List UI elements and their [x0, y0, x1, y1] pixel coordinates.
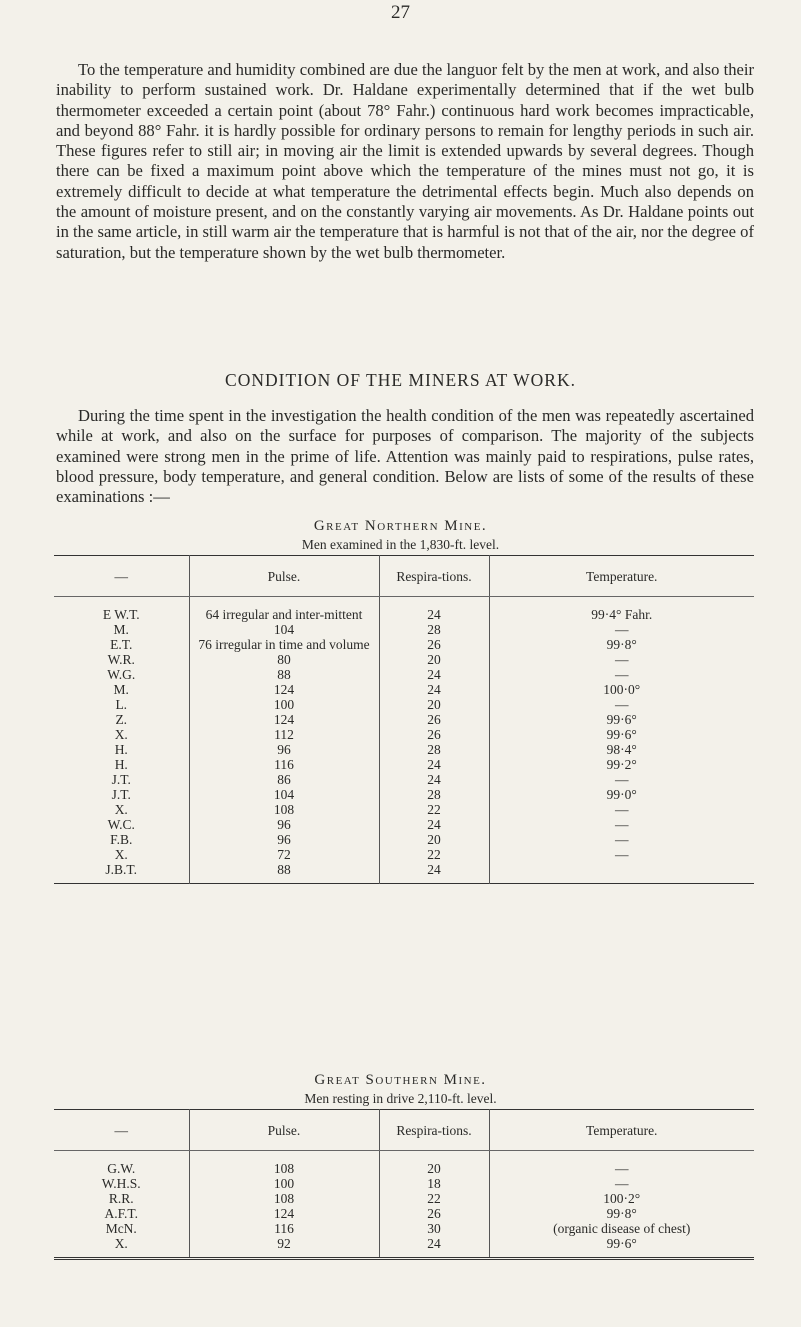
- table-cell: R.R.: [108, 1191, 134, 1206]
- table-cell: 20: [379, 1151, 489, 1177]
- table-cell: —: [489, 1176, 754, 1191]
- table-cell: W.H.S.: [101, 1176, 141, 1191]
- table-cell: 28: [379, 742, 489, 757]
- header-cell: Temperature.: [489, 556, 754, 597]
- table-cell: 92: [189, 1236, 379, 1259]
- table-cell: [489, 862, 754, 884]
- table2-body: [54, 1151, 754, 1259]
- table-cell: 20: [379, 697, 489, 712]
- table-row: [54, 1206, 754, 1221]
- table-cell: 26: [379, 1206, 489, 1221]
- table-cell: —: [489, 652, 754, 667]
- table-cell: 116: [189, 1221, 379, 1236]
- table-cell: 22: [379, 847, 489, 862]
- table-cell: 28: [379, 787, 489, 802]
- table1-subtitle: Men examined in the 1,830-ft. level.: [301, 537, 500, 552]
- header-cell: —: [54, 1110, 189, 1151]
- table-cell: 99·6°: [489, 712, 754, 727]
- table-cell: Z.: [115, 712, 128, 727]
- table-cell: 108: [189, 1151, 379, 1177]
- table-cell: 64 irregular and inter-mittent: [189, 597, 379, 623]
- table-cell: J.B.T.: [105, 862, 138, 877]
- table-cell: M.: [113, 622, 129, 637]
- table-row: [54, 1236, 754, 1259]
- table-cell: 30: [379, 1221, 489, 1236]
- table-cell: 26: [379, 637, 489, 652]
- table-cell: 72: [189, 847, 379, 862]
- table-header-row: [54, 556, 754, 597]
- table-cell: 112: [189, 727, 379, 742]
- table-cell: 96: [189, 817, 379, 832]
- table-cell: 96: [189, 832, 379, 847]
- table1-body: [54, 597, 754, 884]
- table-cell: 104: [189, 622, 379, 637]
- table-cell: McN.: [105, 1221, 137, 1236]
- table-cell: 26: [379, 712, 489, 727]
- table-row: [54, 652, 754, 667]
- table-cell: 116: [189, 757, 379, 772]
- table-row: [54, 757, 754, 772]
- table-cell: 80: [189, 652, 379, 667]
- table-great-northern: [54, 555, 754, 884]
- table-cell: —: [489, 772, 754, 787]
- table-cell: 96: [189, 742, 379, 757]
- table-row: [54, 637, 754, 652]
- table-cell: 24: [379, 597, 489, 623]
- table-cell: 24: [379, 862, 489, 884]
- table-cell: 99·0°: [489, 787, 754, 802]
- table-cell: W.R.: [107, 652, 135, 667]
- table-cell: (organic disease of chest): [489, 1221, 754, 1236]
- page-number: 27: [391, 2, 410, 23]
- table-cell: 99·6°: [489, 727, 754, 742]
- table-cell: 20: [379, 652, 489, 667]
- table-cell: 99·8°: [489, 1206, 754, 1221]
- table-cell: 99·6°: [489, 1236, 754, 1259]
- table-cell: 76 irregular in time and volume: [189, 637, 379, 652]
- table-row: [54, 597, 754, 623]
- table-row: [54, 682, 754, 697]
- table2-title: Great Southern Mine.: [314, 1072, 487, 1088]
- header-cell: Temperature.: [489, 1110, 754, 1151]
- table-cell: 99·2°: [489, 757, 754, 772]
- header-cell: Pulse.: [189, 1110, 379, 1151]
- table-cell: M.: [113, 682, 129, 697]
- table-row: [54, 772, 754, 787]
- table-cell: 24: [379, 772, 489, 787]
- table-row: [54, 1221, 754, 1236]
- header-cell: —: [54, 556, 189, 597]
- table-cell: 18: [379, 1176, 489, 1191]
- table-cell: —: [489, 1151, 754, 1177]
- table-cell: 104: [189, 787, 379, 802]
- table-great-southern: [54, 1109, 754, 1260]
- table-row: [54, 832, 754, 847]
- table-cell: J.T.: [111, 772, 131, 787]
- table-cell: X.: [114, 727, 128, 742]
- section-heading: CONDITION OF THE MINERS AT WORK.: [225, 370, 576, 390]
- table1-title: Great Northern Mine.: [313, 518, 488, 534]
- table-cell: 100: [189, 1176, 379, 1191]
- table-cell: —: [489, 832, 754, 847]
- table-row: [54, 862, 754, 884]
- table-row: [54, 622, 754, 637]
- table-cell: —: [489, 667, 754, 682]
- table-cell: 124: [189, 682, 379, 697]
- table-row: [54, 1151, 754, 1177]
- table-row: [54, 742, 754, 757]
- table-cell: —: [489, 817, 754, 832]
- table-header-row: [54, 1110, 754, 1151]
- table-cell: 99·8°: [489, 637, 754, 652]
- table-cell: 98·4°: [489, 742, 754, 757]
- table-cell: 26: [379, 727, 489, 742]
- table-cell: X.: [114, 1236, 128, 1251]
- table-cell: 24: [379, 667, 489, 682]
- table-cell: E W.T.: [102, 607, 140, 622]
- table-cell: G.W.: [107, 1161, 136, 1176]
- table-row: [54, 712, 754, 727]
- table-cell: 99·4° Fahr.: [489, 597, 754, 623]
- header-cell: Respira-tions.: [379, 556, 489, 597]
- table-cell: —: [489, 847, 754, 862]
- table-cell: H.: [114, 757, 128, 772]
- table-row: [54, 817, 754, 832]
- table-cell: 24: [379, 757, 489, 772]
- paragraph-temperature-humidity: To the temperature and humidity combined are due the languor felt by the men at work, and also their inability to perform sustained work. Dr. Haldane experimentally determined that if the wet bulb thermometer exceeded a certain point (about 78° Fahr.) continuous hard work becomes impracticable, and beyond 88° Fahr. it is hardly possible for ordinary persons to remain for lengthy periods in such air. These figures refer to still air; in moving air the limit is extended upwards by several degrees. Though there can be fixed a maximum point above which the temperature of the mines must not go, it is extremely difficult to decide at what temperature the detrimental effects begin. Much also depends on the amount of moisture present, and on the constantly varying air movements. As Dr. Haldane points out in the same article, in still warm air the temperature that is harmful is not that of the air, nor the degree of saturation, but the temperature shown by the wet bulb thermometer.: [56, 60, 754, 262]
- table-cell: 100·2°: [489, 1191, 754, 1206]
- table-cell: J.T.: [111, 787, 131, 802]
- table-row: [54, 1176, 754, 1191]
- table-cell: 28: [379, 622, 489, 637]
- table-cell: 124: [189, 712, 379, 727]
- table-row: [54, 847, 754, 862]
- table-cell: A.F.T.: [104, 1206, 139, 1221]
- table-cell: 24: [379, 817, 489, 832]
- header-cell: Respira-tions.: [379, 1110, 489, 1151]
- table-row: [54, 802, 754, 817]
- paragraph-health-condition: During the time spent in the investigation the health condition of the men was repeatedly ascertained while at work, and also on the surface for purposes of comparison. The majority of the subjects examined were strong men in the prime of life. Attention was mainly paid to respirations, pulse rates, blood pressure, body temperature, and general condition. Below are lists of some of the results of these examinations :—: [56, 406, 754, 507]
- table-cell: W.G.: [107, 667, 136, 682]
- table-cell: 88: [189, 667, 379, 682]
- table-cell: 22: [379, 1191, 489, 1206]
- table-cell: —: [489, 802, 754, 817]
- table-cell: H.: [114, 742, 128, 757]
- table-row: [54, 1191, 754, 1206]
- table-cell: 86: [189, 772, 379, 787]
- table-row: [54, 667, 754, 682]
- table-cell: 124: [189, 1206, 379, 1221]
- table-cell: 20: [379, 832, 489, 847]
- table-row: [54, 727, 754, 742]
- table-cell: 24: [379, 1236, 489, 1259]
- table-cell: X.: [114, 847, 128, 862]
- table-cell: 22: [379, 802, 489, 817]
- table-cell: L.: [115, 697, 128, 712]
- table-row: [54, 787, 754, 802]
- table-cell: W.C.: [107, 817, 135, 832]
- table-row: [54, 697, 754, 712]
- table-cell: 88: [189, 862, 379, 884]
- table-cell: E.T.: [110, 637, 133, 652]
- table-cell: 24: [379, 682, 489, 697]
- table2-subtitle: Men resting in drive 2,110-ft. level.: [304, 1091, 497, 1106]
- table-cell: X.: [114, 802, 128, 817]
- table-cell: 108: [189, 1191, 379, 1206]
- table-cell: —: [489, 697, 754, 712]
- table-cell: F.B.: [110, 832, 133, 847]
- table-cell: 100: [189, 697, 379, 712]
- header-cell: Pulse.: [189, 556, 379, 597]
- table-cell: —: [489, 622, 754, 637]
- table-cell: 100·0°: [489, 682, 754, 697]
- table-cell: 108: [189, 802, 379, 817]
